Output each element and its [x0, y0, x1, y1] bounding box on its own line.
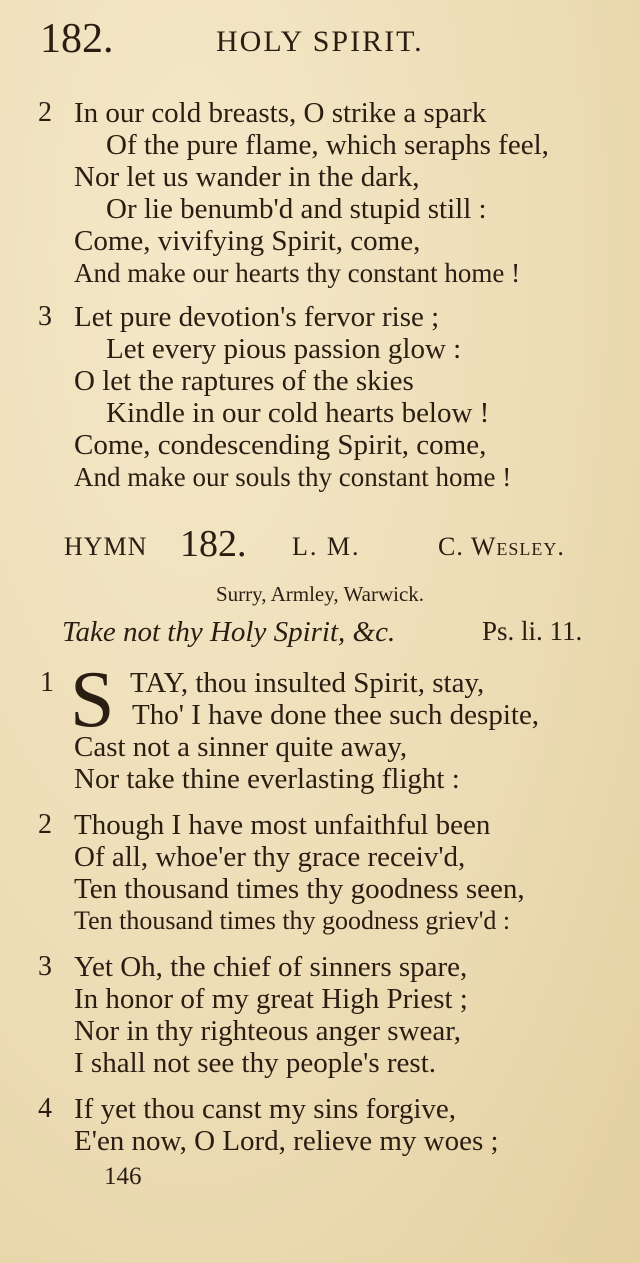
verse-line: And make our hearts thy constant home ! [74, 258, 521, 288]
stanza-number: 1 [40, 667, 54, 698]
verse-line: Nor let us wander in the dark, [74, 161, 420, 193]
verse-line: TAY, thou insulted Spirit, stay, [130, 667, 485, 699]
hymn-meter: L. M. [292, 532, 361, 561]
verse-line: Come, vivifying Spirit, come, [74, 225, 421, 257]
tune-names: Surry, Armley, Warwick. [215, 582, 425, 606]
verse-line: E'en now, O Lord, relieve my woes ; [74, 1125, 499, 1157]
verse-line: Of the pure flame, which seraphs feel, [106, 129, 549, 161]
drop-cap: S [70, 656, 115, 744]
verse-line: Yet Oh, the chief of sinners spare, [74, 951, 468, 983]
page-number: 182. [40, 16, 114, 62]
verse-line: Or lie benumb'd and stupid still : [106, 193, 487, 225]
footer-page-number: 146 [104, 1163, 142, 1190]
verse-line: Tho' I have done thee such despite, [132, 699, 540, 731]
verse-line: Nor take thine everlasting flight : [74, 763, 460, 795]
verse-line: In our cold breasts, O strike a spark [74, 97, 487, 129]
verse-line: Let pure devotion's fervor rise ; [74, 301, 440, 333]
stanza-number: 2 [38, 809, 52, 840]
stanza-number: 3 [38, 951, 52, 982]
verse-line: I shall not see thy people's rest. [74, 1047, 437, 1079]
hymn-author: C. Wesley. [438, 532, 565, 561]
verse-line: Kindle in our cold hearts below ! [106, 397, 490, 429]
hymn-heading [64, 522, 614, 568]
running-title: HOLY SPIRIT. [216, 25, 424, 58]
verse-line: In honor of my great High Priest ; [74, 983, 468, 1015]
verse-line: Come, condescending Spirit, come, [74, 429, 487, 461]
verse-line: If yet thou canst my sins forgive, [74, 1093, 457, 1125]
scripture-reference: Ps. li. 11. [482, 616, 583, 646]
hymn-label: HYMN [64, 532, 148, 561]
stanza-number: 2 [38, 97, 52, 128]
verse-line: Ten thousand times thy goodness seen, [74, 873, 525, 905]
verse-line: Ten thousand times thy goodness griev'd : [74, 906, 511, 935]
page-header [40, 14, 620, 64]
stanza-number: 3 [38, 301, 52, 332]
verse-line: Though I have most unfaithful been [74, 809, 491, 841]
verse-line: O let the raptures of the skies [74, 365, 414, 397]
verse-line: And make our souls thy constant home ! [74, 462, 512, 492]
verse-line: Nor in thy righteous anger swear, [74, 1015, 462, 1047]
verse-line: Of all, whoe'er thy grace receiv'd, [74, 841, 466, 873]
epigraph: Take not thy Holy Spirit, &c. [62, 616, 396, 648]
verse-line: Cast not a sinner quite away, [74, 731, 408, 763]
verse-line: Let every pious passion glow : [106, 333, 462, 365]
hymn-number: 182. [180, 523, 247, 565]
stanza-number: 4 [38, 1093, 52, 1124]
